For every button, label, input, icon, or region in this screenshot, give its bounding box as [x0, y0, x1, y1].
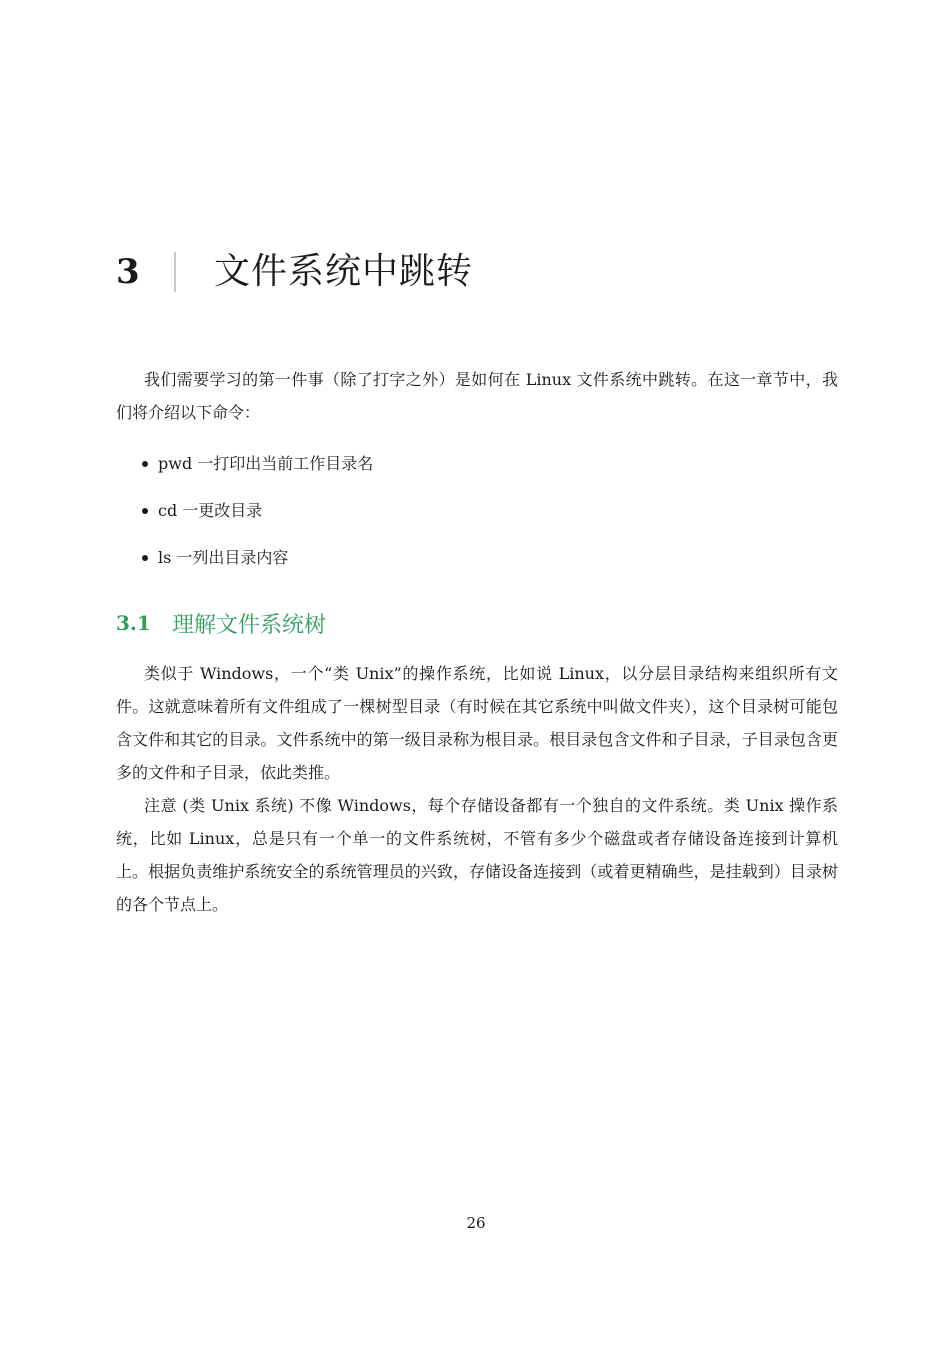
section-heading	[116, 606, 326, 640]
bullet-icon	[142, 508, 148, 514]
section-body	[116, 657, 838, 921]
section-title: 理解文件系统树	[172, 612, 327, 638]
body-paragraph-1: 类似于 Windows，一个“类 Unix”的操作系统，比如说 Linux，以分层目录结构来组织所有文件。这就意味着所有文件组成了一棵树型目录（有时候在其它系统中叫做文件夹），这个目录树可能包含文件和其它的目录。文件系统中的第一级目录称为根目录。根目录包含文件和子目录，子目录包含更多的文件和子目录，依此类推。	[116, 664, 838, 782]
command-list	[116, 447, 838, 588]
list-item	[116, 541, 838, 588]
page-number: 26	[466, 1214, 486, 1232]
section-number: 3.1	[116, 611, 151, 635]
list-item	[116, 447, 838, 494]
bullet-icon	[142, 555, 148, 561]
intro-paragraph: 我们需要学习的第一件事（除了打字之外）是如何在 Linux 文件系统中跳转。在这一章节中，我们将介绍以下命令：	[116, 370, 838, 422]
chapter-divider	[174, 252, 176, 292]
chapter-heading	[116, 244, 473, 300]
chapter-number: 3	[116, 252, 140, 292]
command-ls: ls 一列出目录内容	[158, 548, 289, 567]
chapter-title: 文件系统中跳转	[214, 251, 474, 292]
body-paragraph-2: 注意 (类 Unix 系统) 不像 Windows，每个存储设备都有一个独自的文件系统。类 Unix 操作系统，比如 Linux，总是只有一个单一的文件系统树，不管有多少个磁盘或者存储设备连接到计算机上。根据负责维护系统安全的系统管理员的兴致，存储设备连接到（或着更精确些，是挂载到）目录树的各个节点上。	[116, 796, 838, 914]
command-pwd: pwd 一打印出当前工作目录名	[158, 454, 374, 473]
bullet-icon	[142, 461, 148, 467]
command-cd: cd 一更改目录	[158, 501, 263, 520]
command-list-block	[116, 447, 838, 588]
intro-block	[116, 363, 838, 429]
list-item	[116, 494, 838, 541]
